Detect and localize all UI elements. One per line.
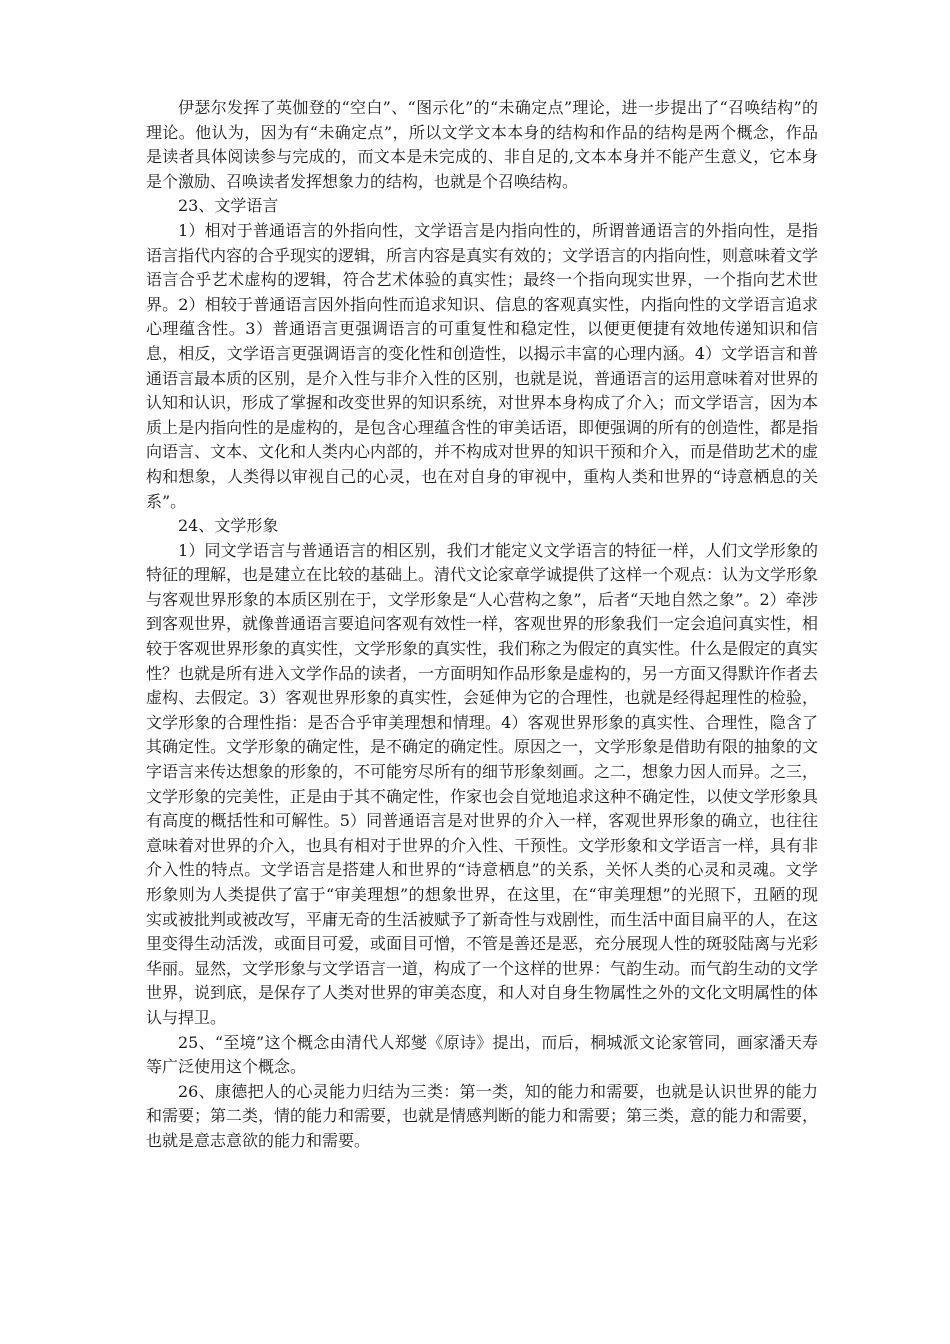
paragraph-kant: 26、康德把人的心灵能力归结为三类：第一类，知的能力和需要，也就是认识世界的能力和需要；第二类，情的能力和需要，也就是情感判断的能力和需要；第三类，意的能力和需要，也就是意志意欲的能力和需要。 [146,1081,819,1150]
paragraph-literary-image: 1）同文学语言与普通语言的相区别，我们才能定义文学语言的特征一样，人们文学形象的特征的理解，也是建立在比较的基础上。清代文论家章学诚提供了这样一个观点：认为文学形象与客观世界形象的本质区别在于，文学形象是“人心营构之象”，后者“天地自然之象”。2）牵涉到客观世界，就像普通语言要追问客观有效性一样，客观世界的形象我们一定会追问真实性，相较于客观世界形象的真实性，文学形象的真实性，我们称之为假定的真实性。什么是假定的真实性？也就是所有进入文学作品的读者，一方面明知作品形象是虚构的，另一方面又得默许作者去虚构、去假定。3）客观世界形象的真实性，会延伸为它的合理性，也就是经得起理性的检验，文学形象的合理性指：是否合乎审美理想和情理。4）客观世界形象的真实性、合理性，隐含了其确定性。文学形象的确定性，是不确定的确定性。原因之一，文学形象是借助有限的抽象的文字语言来传达想象的形象的，不可能穷尽所有的细节形象刻画。之二，想象力因人而异。之三，文学形象的完美性，正是由于其不确定性，作家也会自觉地追求这种不确定性，以使文学形象具有高度的概括性和可解性。5）同普通语言是对世界的介入一样，客观世界形象的确立，也往往意味着对世界的介入，也具有相对于世界的介入性、干预性。文学形象和文学语言一样，具有非介入性的特点。文学语言是搭建人和世界的“诗意栖息”的关系，关怀人类的心灵和灵魂。文学形象则为人类提供了富于“审美理想”的想象世界，在这里，在“审美理想”的光照下，丑陋的现实或被批判或被改写，平庸无奇的生活被赋予了新奇性与戏剧性，而生活中面目扁平的人，在这里变得生动活泼，或面目可爱，或面目可憎，不管是善还是恶，充分展现人性的斑驳陆离与光彩华丽。显然，文学形象与文学语言一道，构成了一个这样的世界：气韵生动。而气韵生动的文学世界，说到底，是保存了人类对世界的审美态度，和人对自身生物属性之外的文化文明属性的体认与捍卫。 [146,540,819,1027]
paragraph-zhijing: 25、“至境”这个概念由清代人郑燮《原诗》提出，而后，桐城派文论家管同，画家潘天寿等广泛使用这个概念。 [146,1032,818,1077]
paragraph-literary-language: 1）相对于普通语言的外指向性，文学语言是内指向性的，所谓普通语言的外指向性，是指语言指代内容的合乎现实的逻辑，所言内容是真实有效的；文学语言的内指向性，则意味着文学语言合乎艺术虚构的逻辑，符合艺术体验的真实性；最终一个指向现实世界，一个指向艺术世界。2）相较于普通语言因外指向性而追求知识、信息的客观真实性，内指向性的文学语言追求心理蕴含性。3）普通语言更强调语言的可重复性和稳定性，以便更便捷有效地传递知识和信息，相反，文学语言更强调语言的变化性和创造性，以揭示丰富的心理内涵。4）文学语言和普通语言最本质的区别，是介入性与非介入性的区别，也就是说，普通语言的运用意味着对世界的认知和认识，形成了掌握和改变世界的知识系统，对世界本身构成了介入；而文学语言，因为本质上是内指向性的是虚构的，是包含心理蕴含性的审美话语，即便强调的所有的创造性，都是指向语言、文本、文化和人类内心内部的，并不构成对世界的知识干预和介入，而是借助艺术的虚构和想象，人类得以审视自己的心灵，也在对自身的审视中，重构人类和世界的“诗意栖息的关系”。 [146,220,819,511]
document-page [146,96,818,1154]
section-heading-literary-language: 23、文学语言 [178,196,279,216]
section-heading-literary-image: 24、文学形象 [178,516,279,536]
paragraph-calling-structure: 伊瑟尔发挥了英伽登的“空白”、“图示化”的“未确定点”理论，进一步提出了“召唤结构”的理论。他认为，因为有“未确定点”，所以文学文本本身的结构和作品的结构是两个概念，作品是读者具体阅读参与完成的，而文本是未完成的、非自足的,文本本身并不能产生意义，它本身是个激励、召唤读者发挥想象力的结构，也就是个召唤结构。 [146,98,818,191]
